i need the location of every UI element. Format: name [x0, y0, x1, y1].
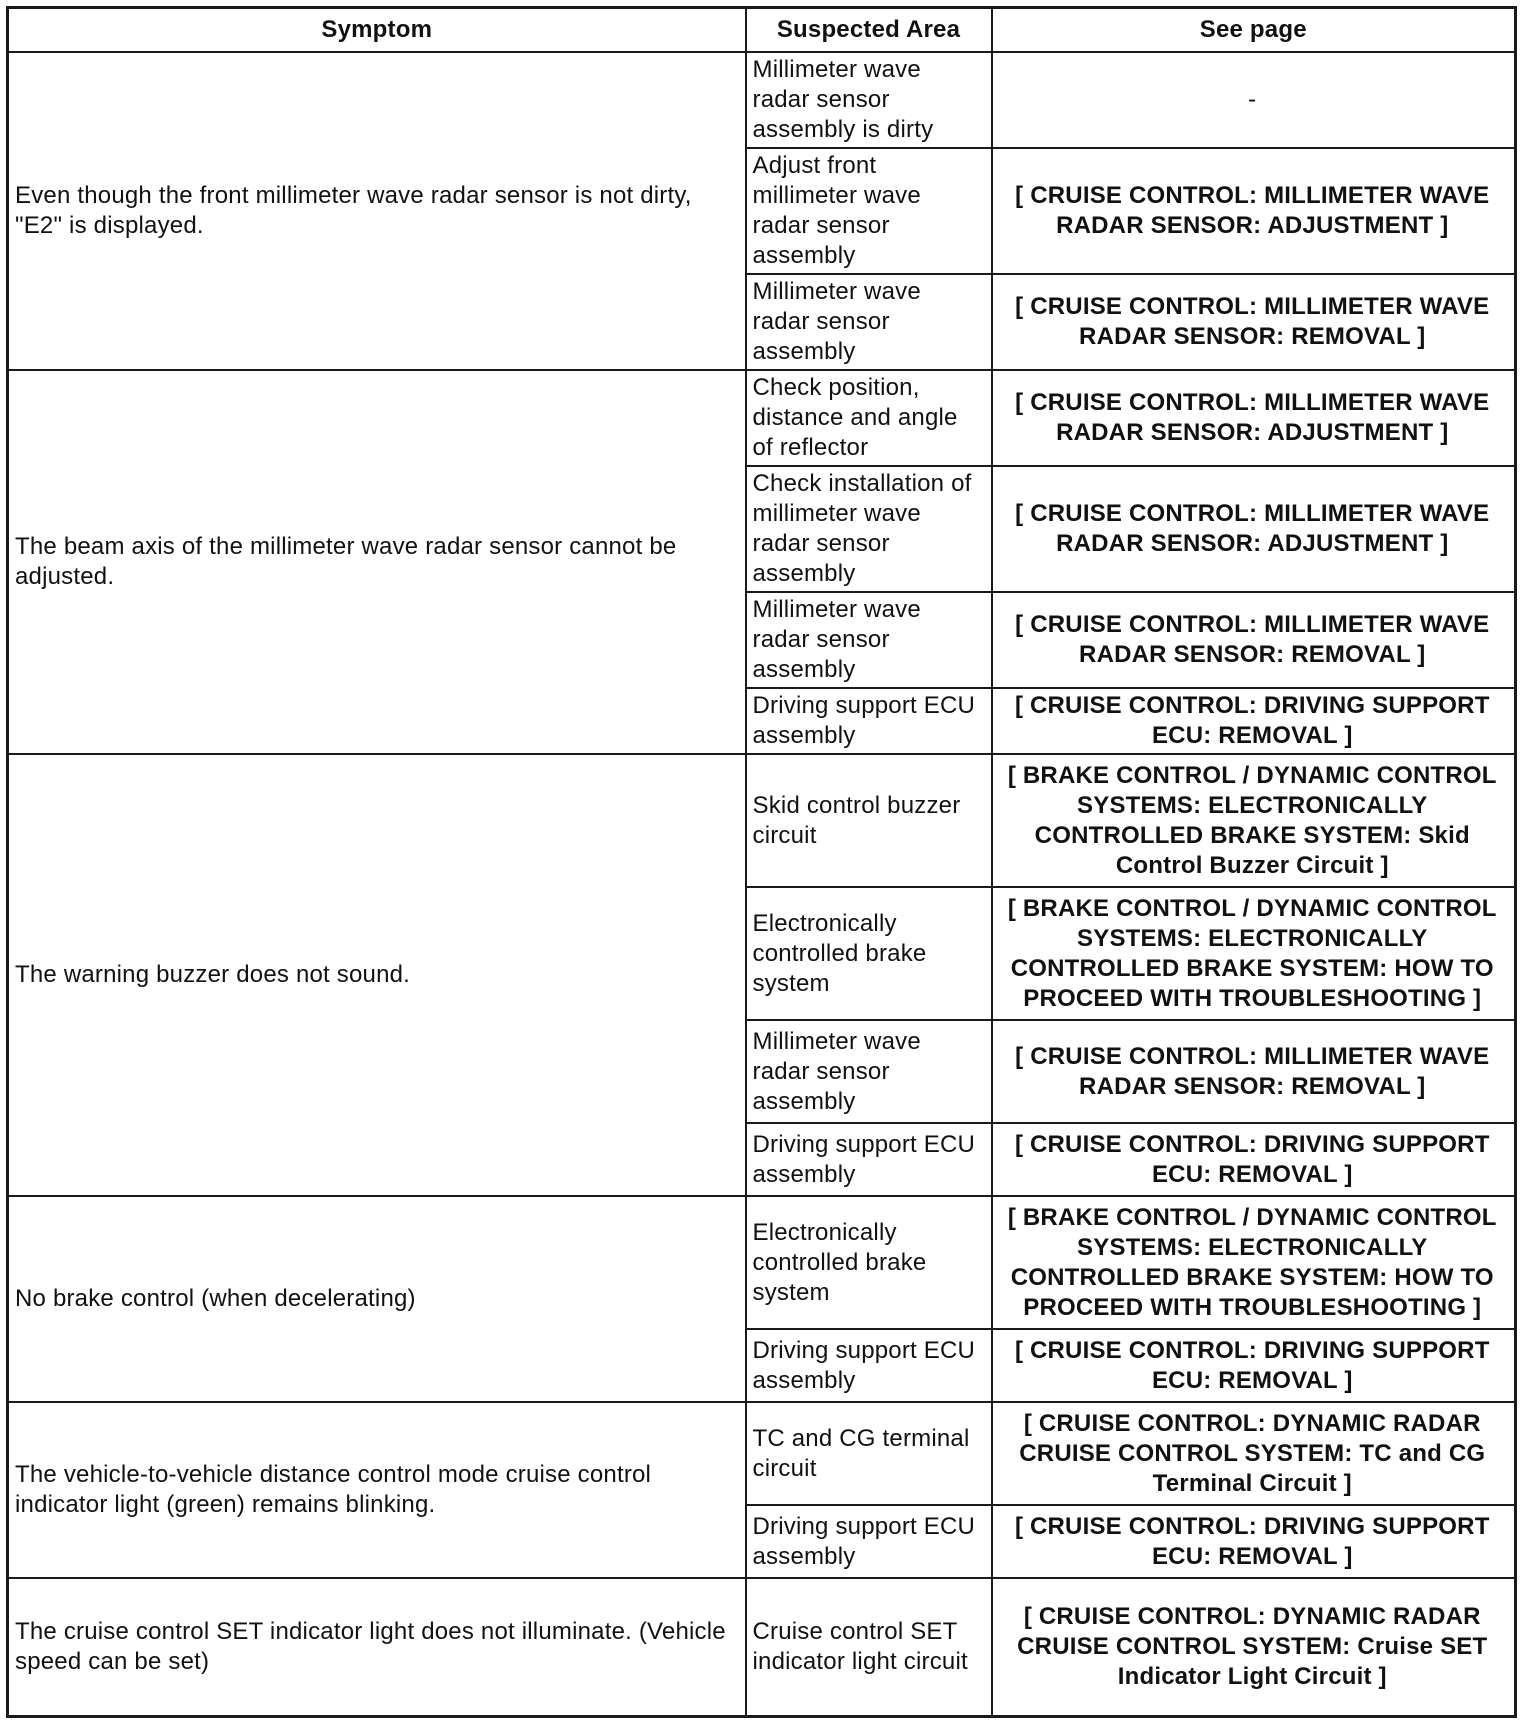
- see-page-cell: [ CRUISE CONTROL: DYNAMIC RADAR CRUISE CONTROL SYSTEM: TC and CG Terminal Circuit ]: [992, 1402, 1516, 1505]
- header-symptom: Symptom: [8, 8, 746, 53]
- suspected-area-cell: Adjust front millimeter wave radar sensor assembly: [746, 148, 992, 274]
- see-page-cell: [ CRUISE CONTROL: MILLIMETER WAVE RADAR SENSOR: ADJUSTMENT ]: [992, 148, 1516, 274]
- table-row: [8, 754, 1516, 887]
- see-page-cell: [ CRUISE CONTROL: MILLIMETER WAVE RADAR SENSOR: REMOVAL ]: [992, 592, 1516, 688]
- suspected-area-cell: Electronically controlled brake system: [746, 1196, 992, 1329]
- suspected-area-cell: Driving support ECU assembly: [746, 688, 992, 754]
- suspected-area-cell: Millimeter wave radar sensor assembly: [746, 1020, 992, 1123]
- symptom-cell: The warning buzzer does not sound.: [8, 754, 746, 1196]
- suspected-area-cell: Skid control buzzer circuit: [746, 754, 992, 887]
- table-row: [8, 1402, 1516, 1505]
- see-page-cell: [ CRUISE CONTROL: MILLIMETER WAVE RADAR SENSOR: REMOVAL ]: [992, 1020, 1516, 1123]
- table-row: [8, 370, 1516, 466]
- see-page-cell: [ CRUISE CONTROL: DRIVING SUPPORT ECU: REMOVAL ]: [992, 1123, 1516, 1196]
- see-page-cell: [ CRUISE CONTROL: DRIVING SUPPORT ECU: REMOVAL ]: [992, 688, 1516, 754]
- suspected-area-cell: Cruise control SET indicator light circuit: [746, 1578, 992, 1717]
- suspected-area-cell: Millimeter wave radar sensor assembly: [746, 274, 992, 370]
- see-page-cell: [ BRAKE CONTROL / DYNAMIC CONTROL SYSTEMS: ELECTRONICALLY CONTROLLED BRAKE SYSTEM: Skid Control Buzzer Circuit ]: [992, 754, 1516, 887]
- see-page-cell: [ CRUISE CONTROL: DRIVING SUPPORT ECU: REMOVAL ]: [992, 1505, 1516, 1578]
- table-row: [8, 1196, 1516, 1329]
- table-row: [8, 52, 1516, 148]
- see-page-cell: [ CRUISE CONTROL: DRIVING SUPPORT ECU: REMOVAL ]: [992, 1329, 1516, 1402]
- table-row: [8, 1578, 1516, 1717]
- suspected-area-cell: Electronically controlled brake system: [746, 887, 992, 1020]
- suspected-area-cell: Driving support ECU assembly: [746, 1329, 992, 1402]
- suspected-area-cell: TC and CG terminal circuit: [746, 1402, 992, 1505]
- symptom-cell: The beam axis of the millimeter wave radar sensor cannot be adjusted.: [8, 370, 746, 754]
- see-page-cell: [ BRAKE CONTROL / DYNAMIC CONTROL SYSTEMS: ELECTRONICALLY CONTROLLED BRAKE SYSTEM: HOW TO PROCEED WITH TROUBLESHOOTING ]: [992, 887, 1516, 1020]
- suspected-area-cell: Driving support ECU assembly: [746, 1505, 992, 1578]
- see-page-cell: -: [992, 52, 1516, 148]
- suspected-area-cell: Driving support ECU assembly: [746, 1123, 992, 1196]
- symptom-cell: Even though the front millimeter wave radar sensor is not dirty, "E2" is displayed.: [8, 52, 746, 370]
- suspected-area-cell: Millimeter wave radar sensor assembly: [746, 592, 992, 688]
- symptom-cell: The cruise control SET indicator light does not illuminate. (Vehicle speed can be set): [8, 1578, 746, 1717]
- troubleshooting-table: [6, 6, 1517, 1718]
- header-see-page: See page: [992, 8, 1516, 53]
- suspected-area-cell: Millimeter wave radar sensor assembly is dirty: [746, 52, 992, 148]
- header-suspected-area: Suspected Area: [746, 8, 992, 53]
- see-page-cell: [ BRAKE CONTROL / DYNAMIC CONTROL SYSTEMS: ELECTRONICALLY CONTROLLED BRAKE SYSTEM: HOW TO PROCEED WITH TROUBLESHOOTING ]: [992, 1196, 1516, 1329]
- suspected-area-cell: Check position, distance and angle of reflector: [746, 370, 992, 466]
- symptom-cell: The vehicle-to-vehicle distance control mode cruise control indicator light (green) remains blinking.: [8, 1402, 746, 1578]
- suspected-area-cell: Check installation of millimeter wave radar sensor assembly: [746, 466, 992, 592]
- see-page-cell: [ CRUISE CONTROL: MILLIMETER WAVE RADAR SENSOR: REMOVAL ]: [992, 274, 1516, 370]
- see-page-cell: [ CRUISE CONTROL: DYNAMIC RADAR CRUISE CONTROL SYSTEM: Cruise SET Indicator Light Circuit ]: [992, 1578, 1516, 1717]
- symptom-cell: No brake control (when decelerating): [8, 1196, 746, 1402]
- header-row: [8, 8, 1516, 53]
- see-page-cell: [ CRUISE CONTROL: MILLIMETER WAVE RADAR SENSOR: ADJUSTMENT ]: [992, 370, 1516, 466]
- see-page-cell: [ CRUISE CONTROL: MILLIMETER WAVE RADAR SENSOR: ADJUSTMENT ]: [992, 466, 1516, 592]
